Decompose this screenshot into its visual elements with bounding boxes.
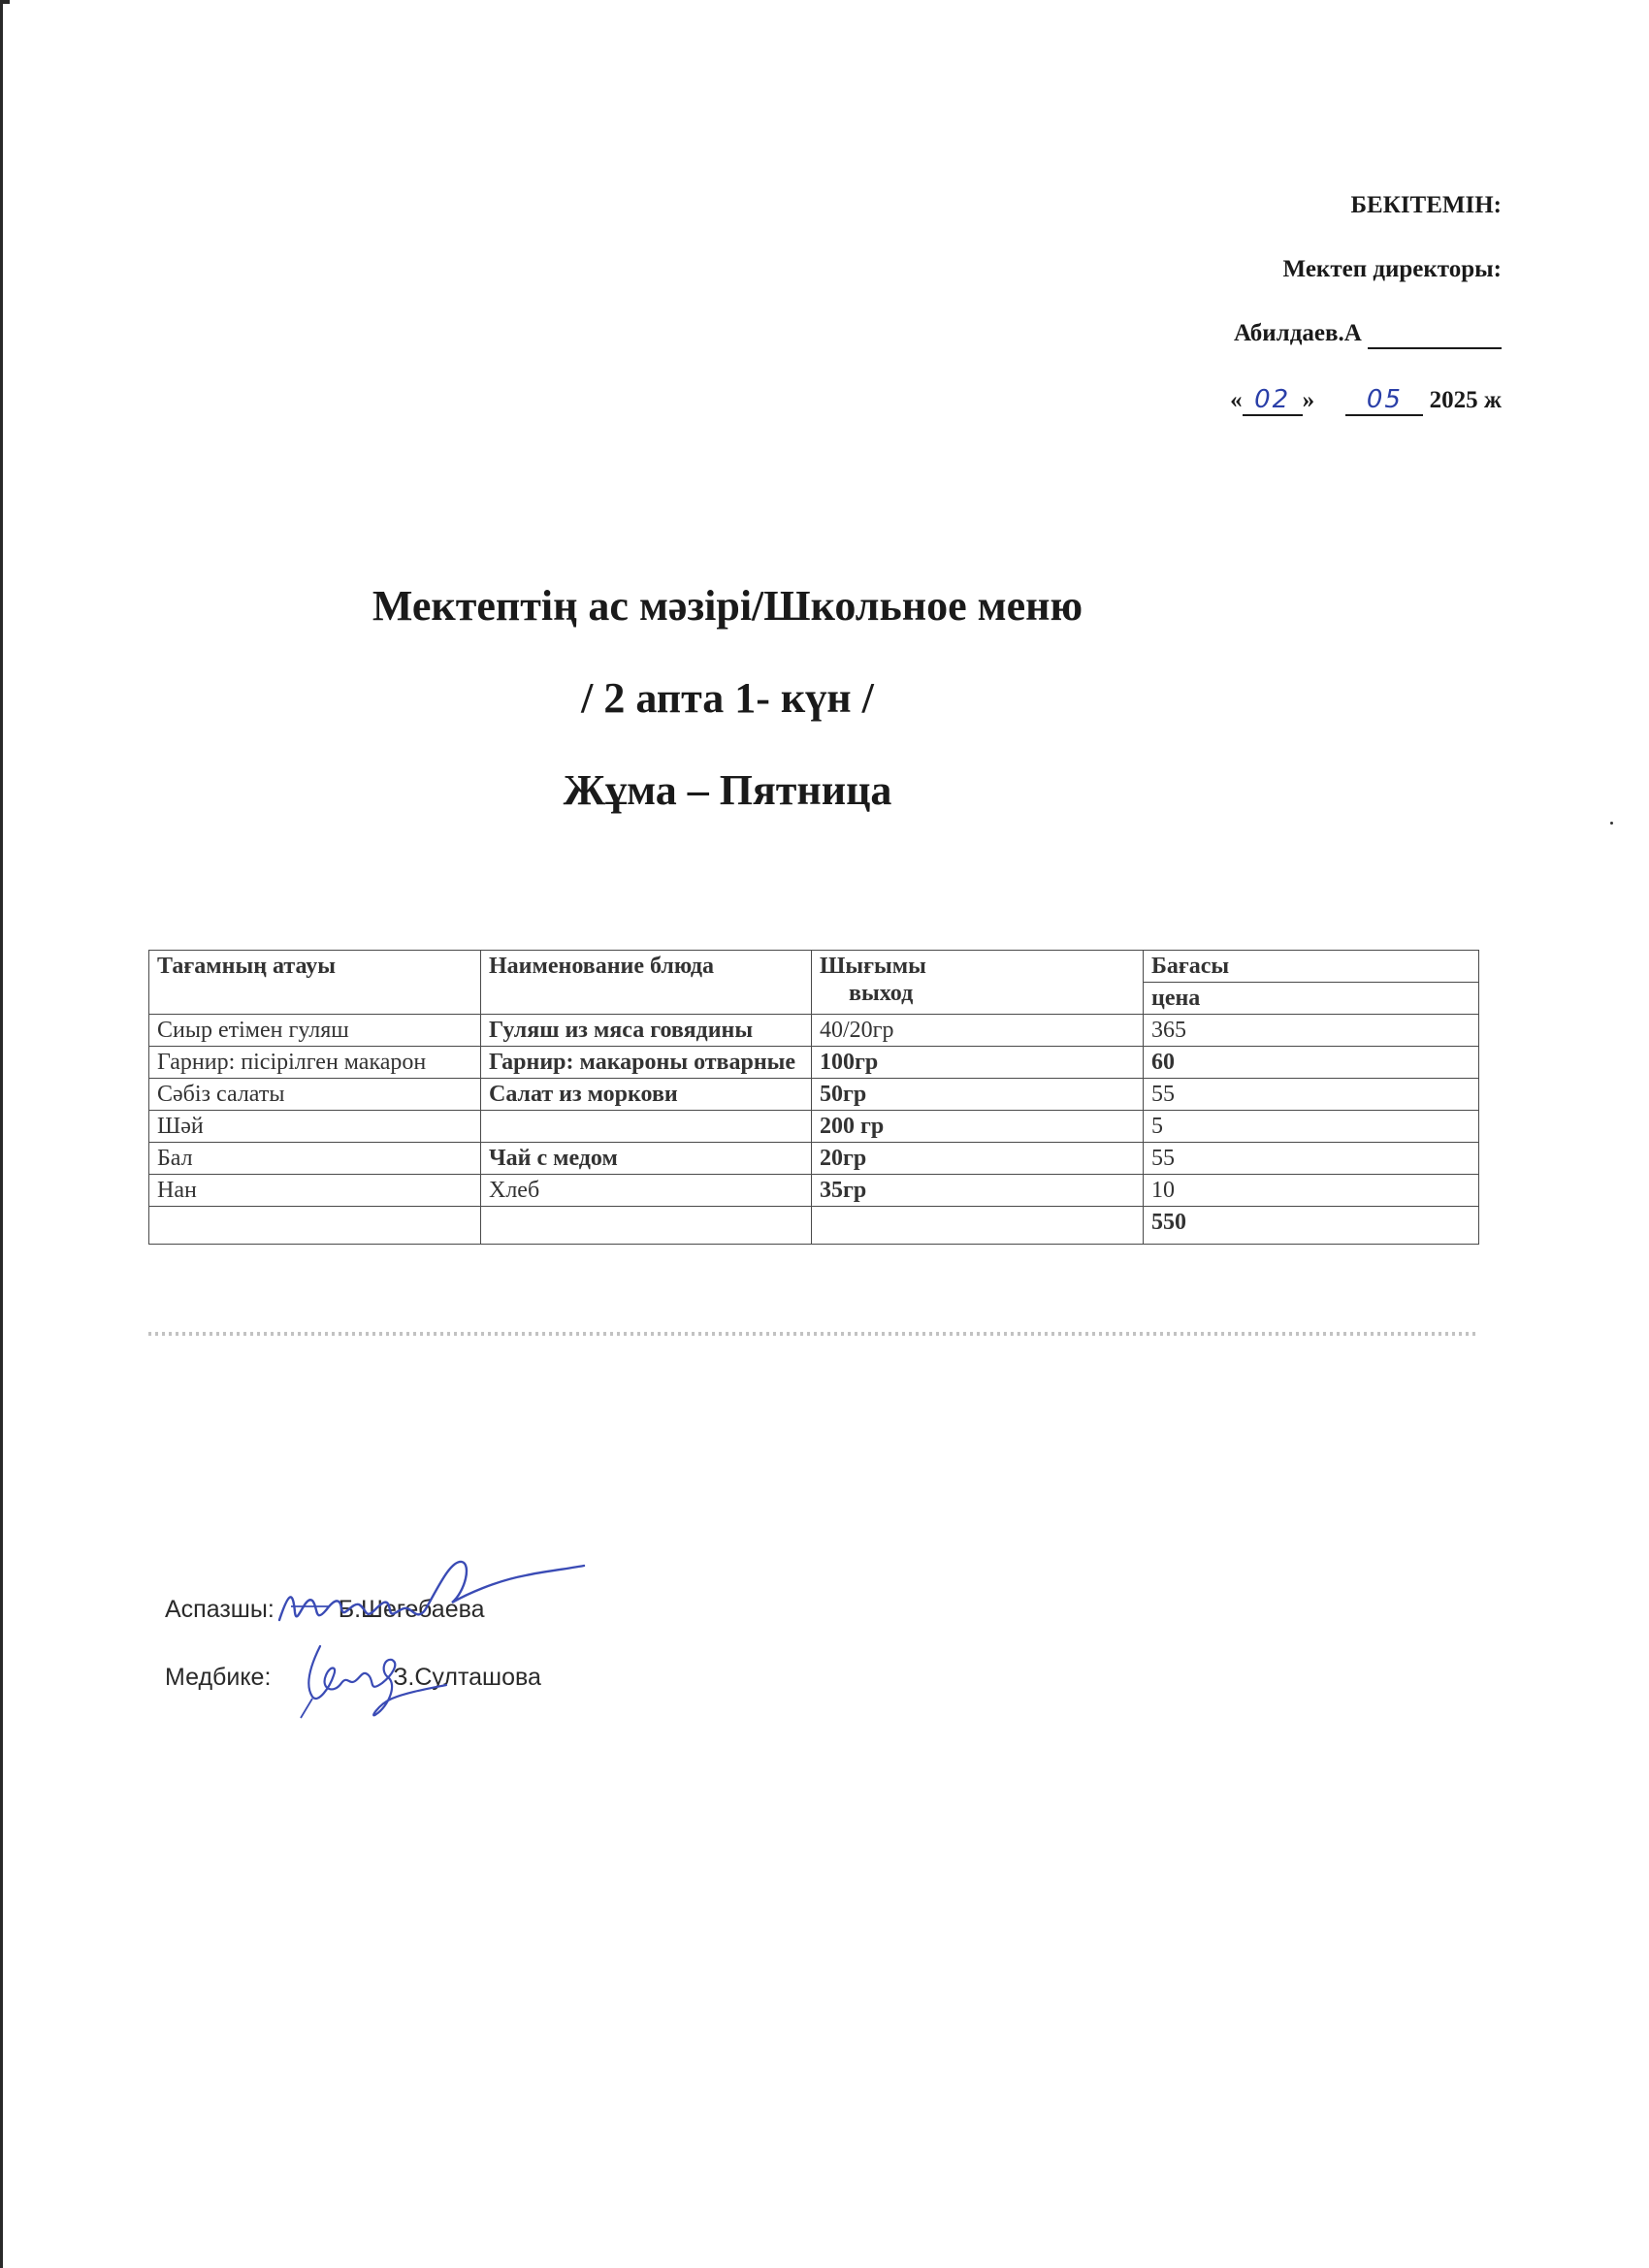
cell-name-kz: Гарнир: пісірілген макарон <box>149 1047 481 1079</box>
table-row <box>149 1015 1479 1047</box>
signature-blank <box>1368 320 1502 349</box>
cell-name-ru: Хлеб <box>481 1175 812 1207</box>
date-close-quote: » <box>1302 387 1315 413</box>
menu-table <box>148 950 1479 1245</box>
table-header-row <box>149 951 1479 983</box>
date-day: 02 <box>1254 385 1291 414</box>
cell-price: 10 <box>1144 1175 1479 1207</box>
date-day-blank <box>1243 386 1303 416</box>
scan-artifact-line <box>148 1332 1479 1336</box>
cell-name-kz: Сәбіз салаты <box>149 1079 481 1111</box>
cook-name: Б.Шегебаева <box>338 1596 485 1623</box>
approval-block <box>1230 192 1502 453</box>
approve-heading: БЕКІТЕМІН: <box>1350 192 1502 218</box>
cell-output: 40/20гр <box>812 1015 1144 1047</box>
cook-label: Аспазшы: <box>165 1596 275 1623</box>
cell-name-ru: Салат из моркови <box>481 1079 812 1111</box>
director-name-line <box>1230 320 1502 349</box>
page-corner-mark <box>0 0 10 4</box>
header-name-ru: Наименование блюда <box>481 951 812 1015</box>
table-row <box>149 1175 1479 1207</box>
table-row <box>149 1111 1479 1143</box>
total-price: 550 <box>1144 1207 1479 1245</box>
cell-output: 20гр <box>812 1143 1144 1175</box>
date-month-blank <box>1345 386 1423 416</box>
header-output-ru: выход <box>849 981 914 1006</box>
nurse-signature <box>291 1636 456 1724</box>
date-open-quote: « <box>1230 387 1243 413</box>
page-edge <box>0 0 3 2268</box>
weekday-name: Жұма – Пятница <box>563 766 892 814</box>
table-total-row <box>149 1207 1479 1245</box>
cell-output: 200 гр <box>812 1111 1144 1143</box>
nurse-label: Медбике: <box>165 1664 272 1691</box>
date-year: 2025 ж <box>1429 387 1502 413</box>
cell-empty <box>481 1207 812 1245</box>
cell-output: 100гр <box>812 1047 1144 1079</box>
nurse-name: З.Султашова <box>393 1664 541 1691</box>
nurse-signature-line <box>165 1664 541 1732</box>
menu-titles <box>0 582 1455 859</box>
header-price-kz: Бағасы <box>1144 951 1479 983</box>
cell-output: 50гр <box>812 1079 1144 1111</box>
cell-name-kz: Сиыр етімен гуляш <box>149 1015 481 1047</box>
cell-price: 365 <box>1144 1015 1479 1047</box>
header-name-kz: Тағамның атауы <box>149 951 481 1015</box>
signatures-block <box>165 1596 541 1732</box>
table-row <box>149 1143 1479 1175</box>
cell-empty <box>812 1207 1144 1245</box>
cell-name-kz: Нан <box>149 1175 481 1207</box>
cell-name-kz: Бал <box>149 1143 481 1175</box>
week-day-label: / 2 апта 1- күн / <box>581 674 874 722</box>
table-row <box>149 1047 1479 1079</box>
cell-name-kz: Шәй <box>149 1111 481 1143</box>
menu-title: Мектептің ас мәзірі/Школьное меню <box>372 582 1083 630</box>
cell-empty <box>149 1207 481 1245</box>
scan-speck <box>1610 822 1613 825</box>
approval-date <box>1230 386 1502 416</box>
director-label: Мектеп директоры: <box>1282 256 1502 282</box>
cell-name-ru: Чай с медом <box>481 1143 812 1175</box>
cell-name-ru: Гуляш из мяса говядины <box>481 1015 812 1047</box>
table-row <box>149 1079 1479 1111</box>
cell-price: 5 <box>1144 1111 1479 1143</box>
cell-name-ru <box>481 1111 812 1143</box>
cell-price: 55 <box>1144 1079 1479 1111</box>
cell-price: 60 <box>1144 1047 1479 1079</box>
date-month: 05 <box>1366 385 1403 414</box>
header-price-ru: цена <box>1144 983 1479 1015</box>
cell-output: 35гр <box>812 1175 1144 1207</box>
header-output <box>812 951 1144 1015</box>
header-output-kz: Шығымы <box>820 954 926 979</box>
director-name: Абилдаев.А <box>1233 320 1362 346</box>
cell-price: 55 <box>1144 1143 1479 1175</box>
cell-name-ru: Гарнир: макароны отварные <box>481 1047 812 1079</box>
cook-signature <box>272 1552 601 1644</box>
